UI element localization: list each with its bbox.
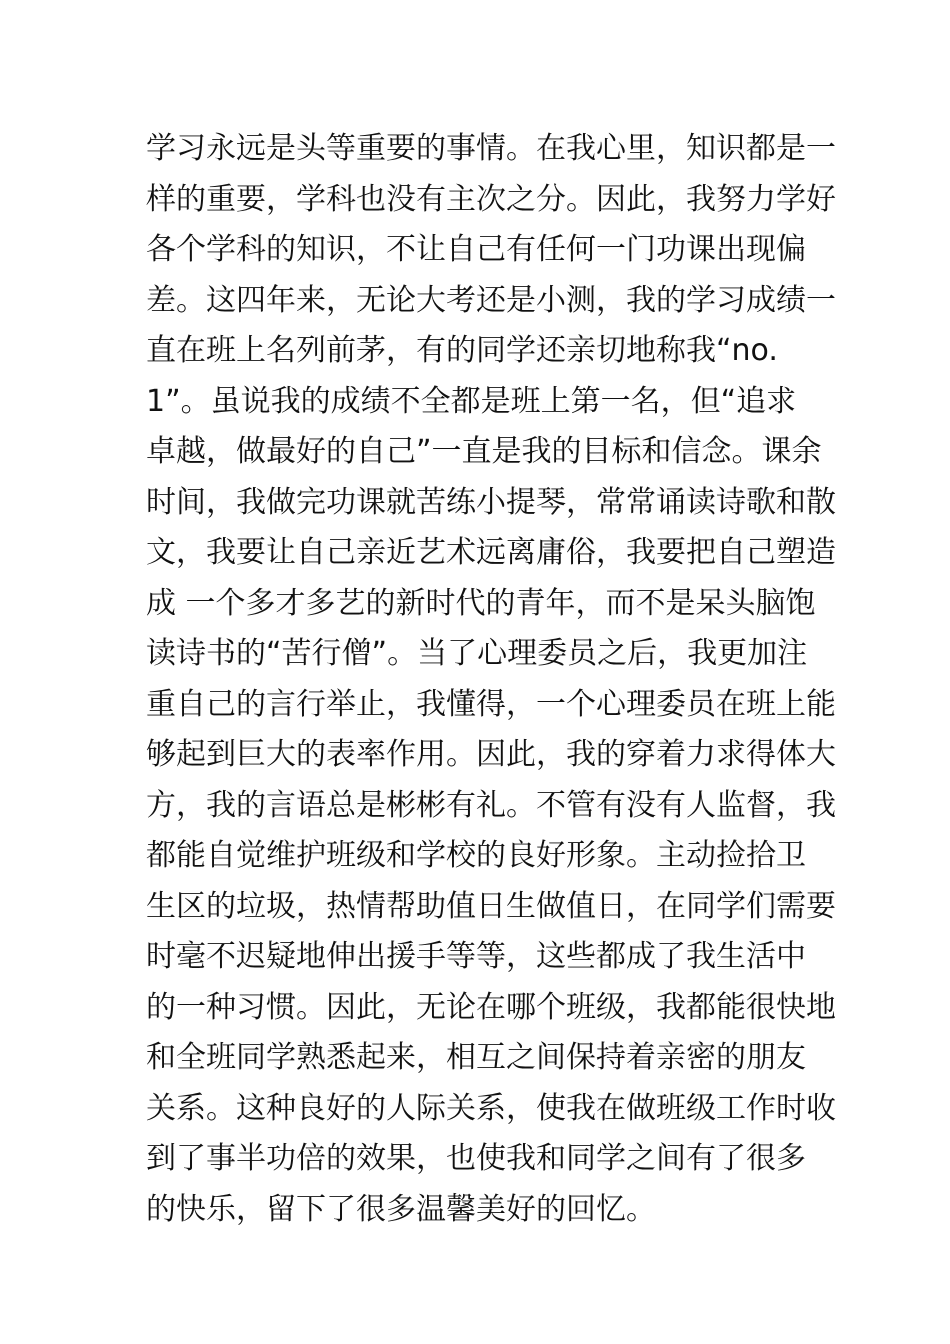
text-line: 够起到巨大的表率作用。因此，我的穿着力求得体大 (146, 737, 836, 772)
text-line: 各个学科的知识，不让自己有任何一门功课出现偏 (146, 232, 806, 267)
text-line: 卓越，做最好的自己”一直是我的目标和信念。课余 (146, 434, 822, 469)
body-paragraph (146, 124, 836, 1235)
text-line: 差。这四年来，无论大考还是小测，我的学习成绩一 (146, 282, 836, 318)
text-line: 成 一个多才多艺的新时代的青年，而不是呆头脑饱 (146, 585, 816, 621)
text-line: 读诗书的“苦行僧”。当了心理委员之后，我更加注 (146, 636, 808, 671)
text-line: 时间，我做完功课就苦练小提琴，常常诵读诗歌和散 (146, 484, 836, 520)
text-line: 学习永远是头等重要的事情。在我心里，知识都是一 (146, 131, 836, 166)
text-line: 的快乐，留下了很多温馨美好的回忆。 (146, 1191, 656, 1227)
text-line: 时毫不迟疑地伸出援手等等，这些都成了我生活中 (146, 939, 806, 974)
text-line: 的一种习惯。因此，无论在哪个班级，我都能很快地 (146, 989, 836, 1025)
text-line: 1”。虽说我的成绩不全都是班上第一名，但“追求 (146, 383, 797, 419)
text-line: 生区的垃圾，热情帮助值日生做值日，在同学们需要 (146, 888, 836, 924)
text-line: 重自己的言行举止，我懂得，一个心理委员在班上能 (146, 686, 836, 722)
text-line: 方，我的言语总是彬彬有礼。不管有没有人监督，我 (146, 787, 836, 823)
text-line: 样的重要，学科也没有主次之分。因此，我努力学好 (146, 181, 836, 217)
text-line: 文，我要让自己亲近艺术远离庸俗，我要把自己塑造 (146, 535, 836, 570)
text-line: 到了事半功倍的效果，也使我和同学之间有了很多 (146, 1141, 806, 1176)
text-line: 都能自觉维护班级和学校的良好形象。主动捡拾卫 (146, 838, 806, 873)
text-line: 关系。这种良好的人际关系，使我在做班级工作时收 (146, 1090, 836, 1126)
text-line: 直在班上名列前茅，有的同学还亲切地称我“no. (146, 333, 778, 368)
text-line: 和全班同学熟悉起来，相互之间保持着亲密的朋友 (146, 1040, 806, 1075)
